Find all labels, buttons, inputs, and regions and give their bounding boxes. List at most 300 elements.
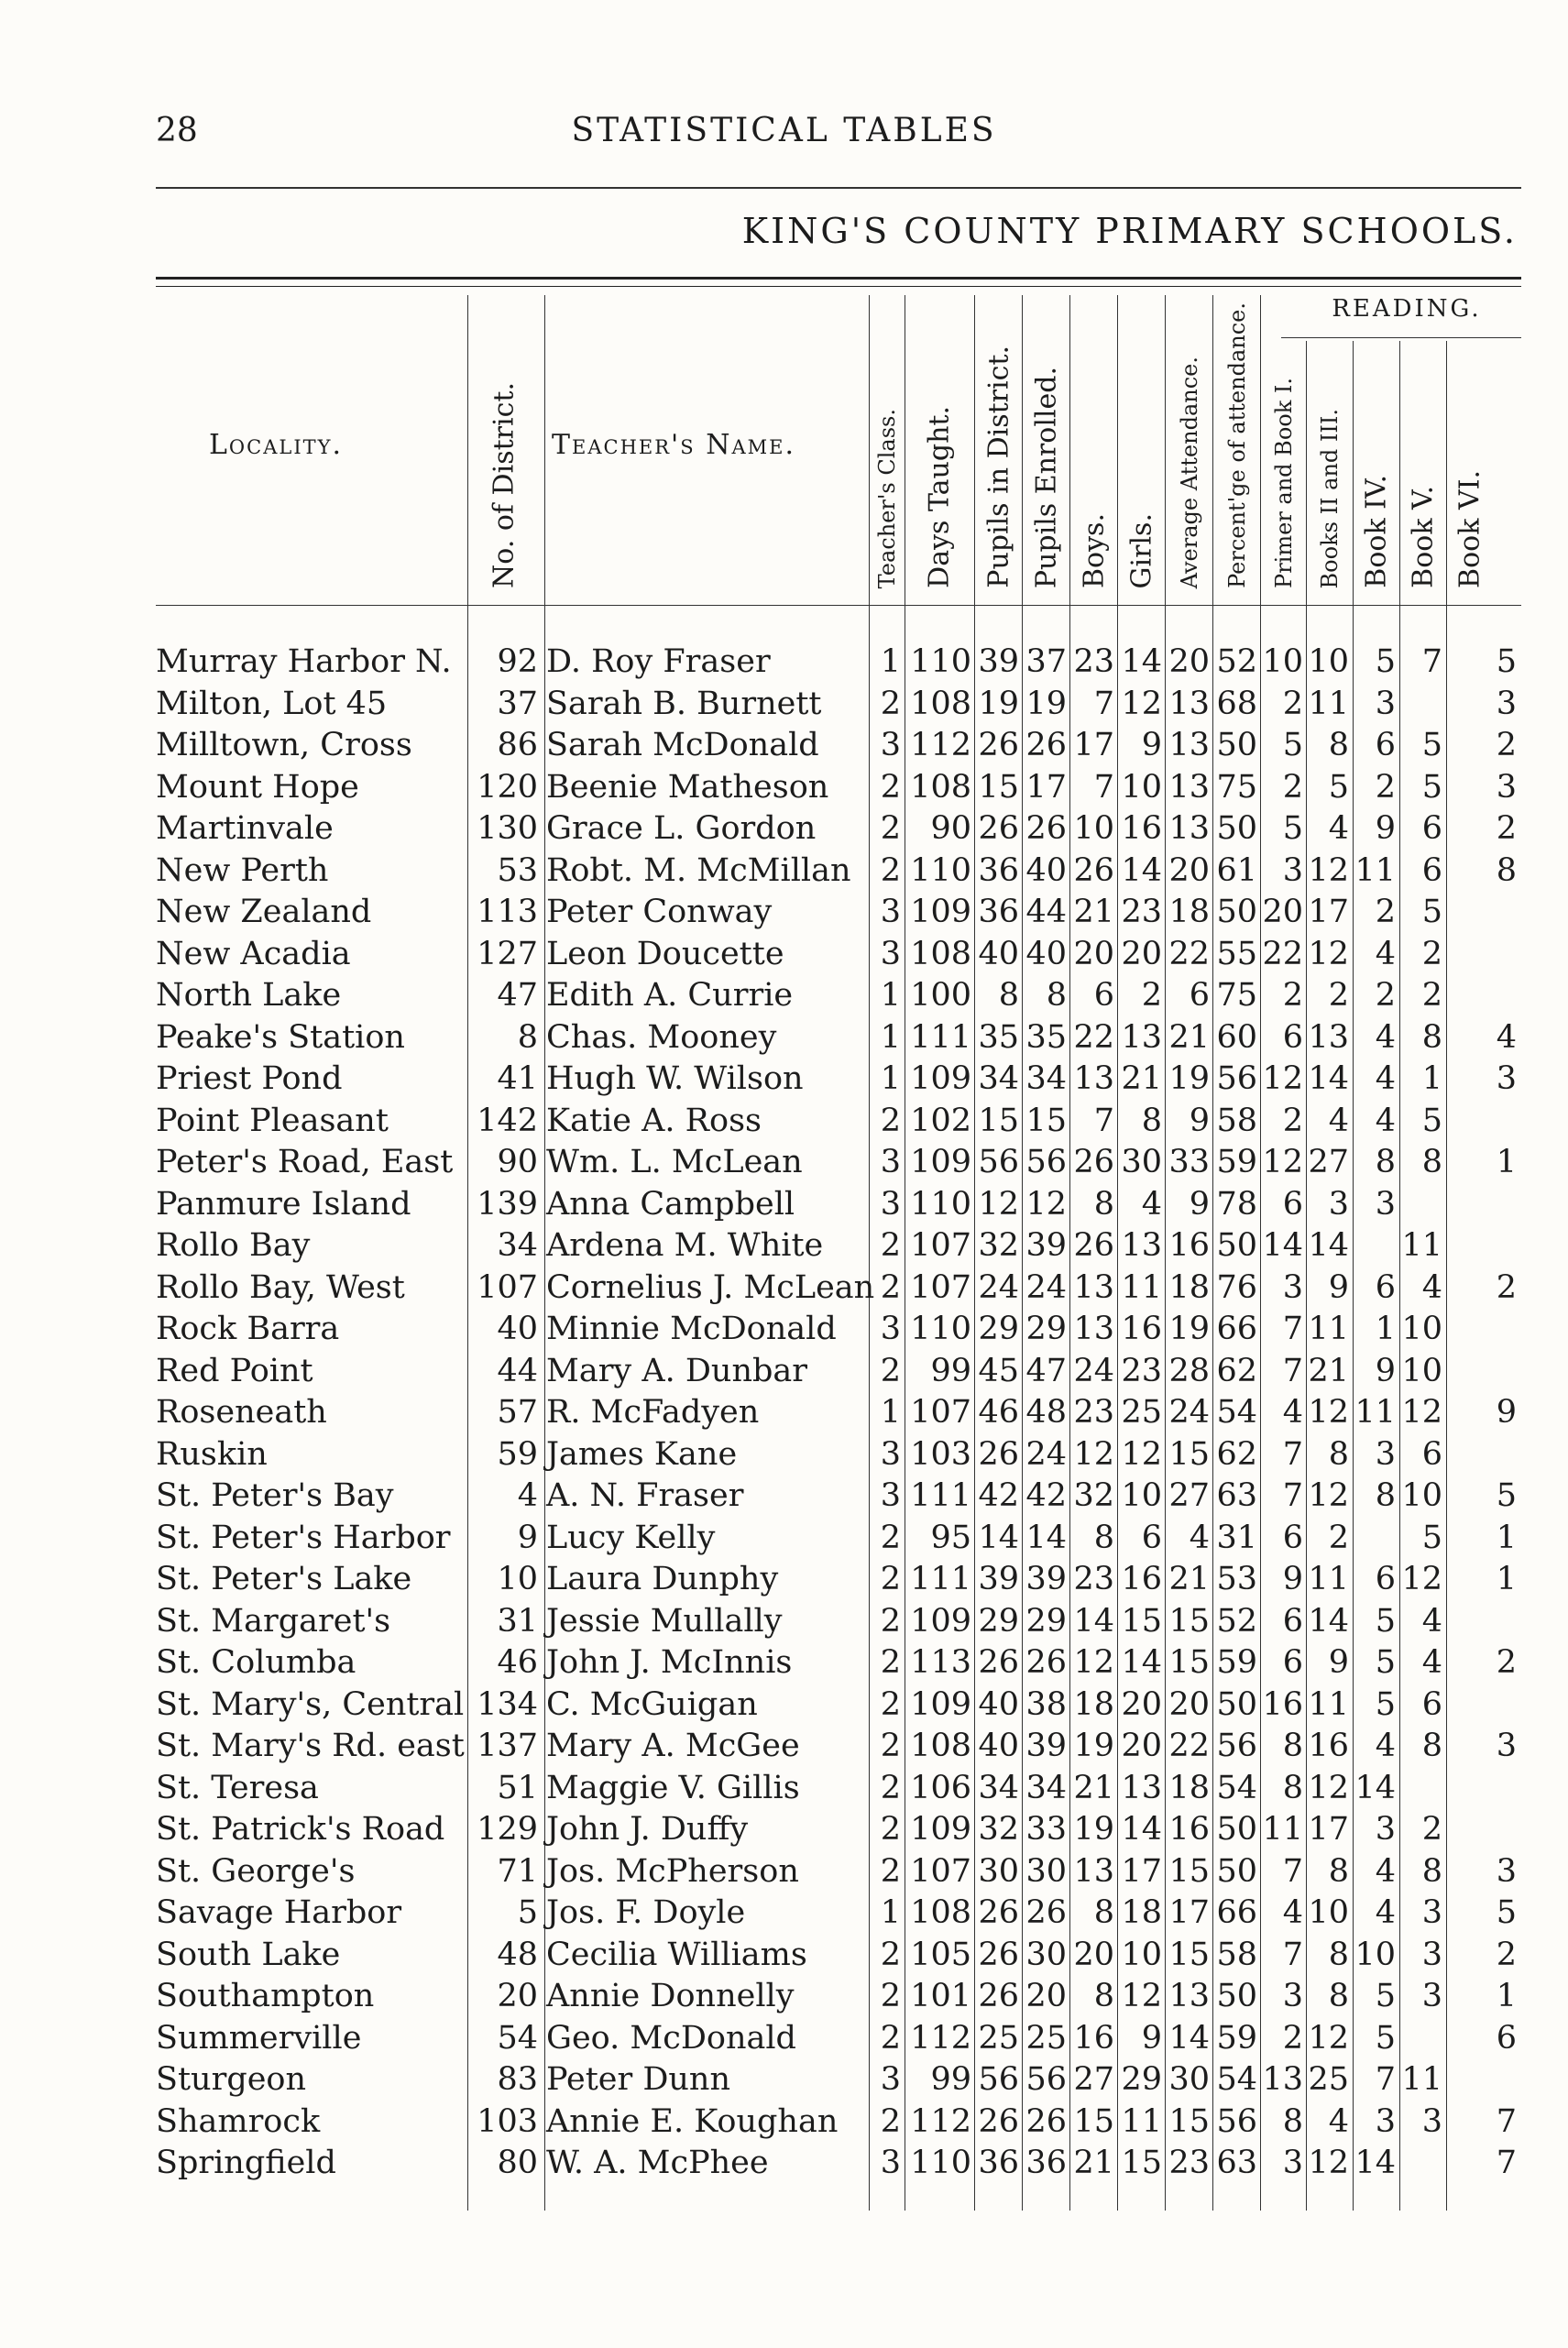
row-book4: 5 xyxy=(1375,1978,1396,2014)
row-avg: 14 xyxy=(1168,2019,1210,2057)
row-days: 107 xyxy=(910,1268,971,1306)
row-enrolled: 26 xyxy=(1025,727,1067,763)
row-book5: 2 xyxy=(1421,977,1442,1014)
header-reading: READING. xyxy=(1332,295,1482,323)
row-book5: 5 xyxy=(1421,727,1442,763)
row-pupils-district: 39 xyxy=(978,643,1019,680)
row-days: 111 xyxy=(910,1018,971,1056)
row-pct: 61 xyxy=(1216,851,1257,889)
row-girls: 16 xyxy=(1121,1561,1162,1597)
header-book1-cell xyxy=(1262,341,1306,598)
row-avg: 4 xyxy=(1189,1519,1210,1556)
row-book6: 2 xyxy=(1496,727,1517,763)
row-pupils-district: 15 xyxy=(978,768,1019,806)
row-book4: 6 xyxy=(1375,1268,1396,1306)
row-book5: 4 xyxy=(1421,1268,1442,1306)
row-class: 2 xyxy=(880,1227,901,1264)
row-class: 2 xyxy=(880,1602,901,1640)
row-pupils-district: 36 xyxy=(978,2145,1019,2181)
header-girls-cell xyxy=(1119,295,1165,598)
header-book5-cell xyxy=(1401,341,1445,598)
running-head: STATISTICAL TABLES xyxy=(571,112,997,149)
row-class: 2 xyxy=(880,1978,901,2014)
row-district: 127 xyxy=(477,935,538,972)
row-days: 103 xyxy=(910,1435,971,1473)
row-district: 90 xyxy=(497,1144,538,1180)
row-enrolled: 20 xyxy=(1025,1978,1067,2014)
row-book5: 3 xyxy=(1421,2102,1442,2140)
row-book4: 5 xyxy=(1375,1644,1396,1681)
row-teacher: Lucy Kelly xyxy=(546,1519,716,1556)
header-pupils-district: Pupils in District. xyxy=(982,346,1015,588)
row-book4: 14 xyxy=(1354,2145,1396,2181)
row-book6: 8 xyxy=(1496,851,1517,889)
row-pct: 59 xyxy=(1216,2019,1257,2057)
row-district: 129 xyxy=(477,1811,538,1848)
row-enrolled: 24 xyxy=(1025,1435,1067,1473)
row-pct: 50 xyxy=(1216,894,1257,930)
row-locality: Roseneath xyxy=(156,1394,327,1431)
row-days: 102 xyxy=(910,1102,971,1139)
row-book2: 17 xyxy=(1308,894,1349,930)
row-locality: North Lake xyxy=(156,977,342,1014)
row-book1: 6 xyxy=(1282,1519,1303,1556)
row-district: 34 xyxy=(497,1227,538,1264)
row-girls: 11 xyxy=(1121,2102,1162,2140)
row-book4: 6 xyxy=(1375,727,1396,763)
row-book2: 21 xyxy=(1308,1352,1349,1389)
row-district: 130 xyxy=(477,810,538,847)
row-avg: 16 xyxy=(1168,1811,1210,1848)
row-girls: 18 xyxy=(1121,1894,1162,1931)
row-boys: 27 xyxy=(1073,2061,1114,2098)
row-book1: 2 xyxy=(1282,977,1303,1014)
row-boys: 8 xyxy=(1093,1519,1114,1556)
row-avg: 15 xyxy=(1168,1936,1210,1973)
row-girls: 15 xyxy=(1121,2145,1162,2181)
table-row xyxy=(0,1434,1568,1476)
row-book5: 6 xyxy=(1421,851,1442,889)
row-girls: 16 xyxy=(1121,810,1162,847)
row-book2: 12 xyxy=(1308,1769,1349,1806)
table-row xyxy=(0,1476,1568,1518)
row-avg: 15 xyxy=(1168,2102,1210,2140)
row-days: 109 xyxy=(910,1685,971,1723)
row-enrolled: 34 xyxy=(1025,1769,1067,1806)
table-row xyxy=(0,1101,1568,1143)
row-boys: 19 xyxy=(1073,1811,1114,1848)
row-boys: 23 xyxy=(1073,643,1114,680)
header-rule xyxy=(156,187,1521,189)
row-book4: 2 xyxy=(1375,768,1396,806)
row-book4: 7 xyxy=(1375,2061,1396,2098)
row-book2: 25 xyxy=(1308,2061,1349,2098)
row-locality: New Zealand xyxy=(156,894,372,930)
row-locality: St. Patrick's Road xyxy=(156,1811,445,1848)
row-boys: 7 xyxy=(1093,685,1114,722)
row-days: 108 xyxy=(910,1894,971,1931)
row-boys: 26 xyxy=(1073,1144,1114,1180)
row-district: 46 xyxy=(497,1644,538,1681)
page-number: 28 xyxy=(156,112,198,149)
row-book1: 6 xyxy=(1282,1644,1303,1681)
header-pct: Percent'ge of attendance. xyxy=(1224,302,1250,588)
header-book2-cell xyxy=(1308,341,1352,598)
row-book5: 3 xyxy=(1421,1936,1442,1973)
row-enrolled: 56 xyxy=(1025,2061,1067,2098)
row-district: 103 xyxy=(477,2102,538,2140)
row-girls: 20 xyxy=(1121,1685,1162,1723)
row-book5: 10 xyxy=(1401,1352,1442,1389)
row-district: 92 xyxy=(497,643,538,680)
row-book2: 12 xyxy=(1308,2145,1349,2181)
row-book1: 7 xyxy=(1282,1477,1303,1514)
row-days: 113 xyxy=(910,1644,971,1681)
row-pct: 50 xyxy=(1216,810,1257,847)
row-days: 108 xyxy=(910,768,971,806)
row-enrolled: 37 xyxy=(1025,643,1067,680)
header-enrolled-cell xyxy=(1024,295,1069,598)
row-book4: 1 xyxy=(1375,1311,1396,1347)
row-avg: 22 xyxy=(1168,1728,1210,1764)
header-days: Days Taught. xyxy=(923,406,956,588)
row-book2: 3 xyxy=(1328,1185,1349,1223)
row-pct: 52 xyxy=(1216,1602,1257,1640)
row-book1: 8 xyxy=(1282,1769,1303,1806)
row-boys: 15 xyxy=(1073,2102,1114,2140)
row-pct: 60 xyxy=(1216,1018,1257,1056)
row-district: 40 xyxy=(497,1311,538,1347)
row-avg: 30 xyxy=(1168,2061,1210,2098)
row-book2: 10 xyxy=(1308,643,1349,680)
row-days: 90 xyxy=(930,810,971,847)
row-book2: 4 xyxy=(1328,1102,1349,1139)
row-class: 3 xyxy=(880,1185,901,1223)
row-district: 53 xyxy=(497,851,538,889)
row-book1: 3 xyxy=(1282,1268,1303,1306)
row-avg: 21 xyxy=(1168,1561,1210,1597)
row-book4: 4 xyxy=(1375,1018,1396,1056)
row-book5: 12 xyxy=(1401,1394,1442,1431)
table-row xyxy=(0,1059,1568,1101)
row-locality: St. Peter's Harbor xyxy=(156,1519,451,1556)
row-avg: 28 xyxy=(1168,1352,1210,1389)
row-book5: 8 xyxy=(1421,1852,1442,1890)
row-locality: St. Peter's Lake xyxy=(156,1561,412,1597)
row-book4: 4 xyxy=(1375,935,1396,972)
row-avg: 13 xyxy=(1168,1978,1210,2014)
row-book2: 11 xyxy=(1308,1311,1349,1347)
row-pupils-district: 40 xyxy=(978,1685,1019,1723)
row-book5: 7 xyxy=(1421,643,1442,680)
row-boys: 22 xyxy=(1073,1018,1114,1056)
row-district: 54 xyxy=(497,2019,538,2057)
row-book2: 12 xyxy=(1308,851,1349,889)
row-pupils-district: 32 xyxy=(978,1227,1019,1264)
row-district: 48 xyxy=(497,1936,538,1973)
row-enrolled: 56 xyxy=(1025,1144,1067,1180)
row-teacher: Jos. F. Doyle xyxy=(546,1894,746,1931)
row-avg: 6 xyxy=(1189,977,1210,1014)
row-book4: 14 xyxy=(1354,1769,1396,1806)
row-pupils-district: 40 xyxy=(978,935,1019,972)
row-pct: 56 xyxy=(1216,1728,1257,1764)
row-pupils-district: 40 xyxy=(978,1728,1019,1764)
row-pupils-district: 26 xyxy=(978,810,1019,847)
row-district: 113 xyxy=(477,894,538,930)
row-avg: 17 xyxy=(1168,1894,1210,1931)
row-boys: 17 xyxy=(1073,727,1114,763)
table-row xyxy=(0,892,1568,934)
header-class-cell xyxy=(871,295,904,598)
table-row xyxy=(0,1017,1568,1059)
row-enrolled: 39 xyxy=(1025,1227,1067,1264)
header-pct-cell xyxy=(1214,295,1260,598)
row-pct: 66 xyxy=(1216,1311,1257,1347)
row-pupils-district: 26 xyxy=(978,1435,1019,1473)
row-class: 2 xyxy=(880,1685,901,1723)
row-boys: 7 xyxy=(1093,768,1114,806)
row-book5: 3 xyxy=(1421,1978,1442,2014)
row-teacher: Wm. L. McLean xyxy=(546,1144,803,1180)
table-top-rule xyxy=(156,277,1521,280)
row-days: 101 xyxy=(910,1978,971,2014)
row-book4: 9 xyxy=(1375,810,1396,847)
row-days: 110 xyxy=(910,851,971,889)
row-teacher: Cecilia Williams xyxy=(546,1936,807,1973)
row-locality: New Perth xyxy=(156,851,329,889)
row-book5: 6 xyxy=(1421,1435,1442,1473)
row-days: 112 xyxy=(910,2019,971,2057)
row-locality: St. Columba xyxy=(156,1644,356,1681)
row-pupils-district: 42 xyxy=(978,1477,1019,1514)
row-avg: 16 xyxy=(1168,1227,1210,1264)
row-class: 2 xyxy=(880,810,901,847)
row-boys: 20 xyxy=(1073,935,1114,972)
row-district: 142 xyxy=(477,1102,538,1139)
reading-rule xyxy=(1281,337,1521,338)
row-avg: 13 xyxy=(1168,727,1210,763)
row-girls: 14 xyxy=(1121,1644,1162,1681)
row-days: 112 xyxy=(910,727,971,763)
row-district: 37 xyxy=(497,685,538,722)
row-girls: 17 xyxy=(1121,1852,1162,1890)
row-district: 139 xyxy=(477,1185,538,1223)
row-pct: 62 xyxy=(1216,1352,1257,1389)
row-book4: 8 xyxy=(1375,1477,1396,1514)
row-book6: 7 xyxy=(1496,2145,1517,2181)
table-row xyxy=(0,1518,1568,1560)
row-girls: 4 xyxy=(1141,1185,1162,1223)
row-teacher: Ardena M. White xyxy=(546,1227,824,1264)
row-teacher: A. N. Fraser xyxy=(546,1477,744,1514)
row-book1: 12 xyxy=(1262,1144,1303,1180)
row-book5: 5 xyxy=(1421,768,1442,806)
row-locality: Shamrock xyxy=(156,2102,321,2140)
row-avg: 9 xyxy=(1189,1102,1210,1139)
row-class: 2 xyxy=(880,1561,901,1597)
row-boys: 26 xyxy=(1073,851,1114,889)
row-class: 2 xyxy=(880,685,901,722)
row-district: 9 xyxy=(517,1519,538,1556)
row-book4: 8 xyxy=(1375,1144,1396,1180)
row-book6: 3 xyxy=(1496,1060,1517,1097)
row-pupils-district: 45 xyxy=(978,1352,1019,1389)
row-district: 83 xyxy=(497,2061,538,2098)
row-girls: 12 xyxy=(1121,1978,1162,2014)
row-girls: 11 xyxy=(1121,1268,1162,1306)
row-boys: 18 xyxy=(1073,1685,1114,1723)
row-pct: 63 xyxy=(1216,2145,1257,2181)
row-book5: 2 xyxy=(1421,935,1442,972)
table-title: KING'S COUNTY PRIMARY SCHOOLS. xyxy=(741,211,1518,251)
row-book5: 3 xyxy=(1421,1894,1442,1931)
row-pupils-district: 56 xyxy=(978,2061,1019,2098)
row-book1: 16 xyxy=(1262,1685,1303,1723)
row-book1: 3 xyxy=(1282,2145,1303,2181)
row-teacher: Peter Dunn xyxy=(546,2061,731,2098)
row-girls: 13 xyxy=(1121,1018,1162,1056)
row-pct: 55 xyxy=(1216,935,1257,972)
row-pct: 50 xyxy=(1216,1852,1257,1890)
row-book1: 6 xyxy=(1282,1602,1303,1640)
row-locality: Murray Harbor N. xyxy=(156,643,452,680)
row-enrolled: 35 xyxy=(1025,1018,1067,1056)
row-pupils-district: 26 xyxy=(978,1978,1019,2014)
row-book1: 7 xyxy=(1282,1435,1303,1473)
row-book4: 11 xyxy=(1354,1394,1396,1431)
row-locality: Martinvale xyxy=(156,810,334,847)
row-district: 134 xyxy=(477,1685,538,1723)
row-avg: 19 xyxy=(1168,1060,1210,1097)
row-days: 107 xyxy=(910,1227,971,1264)
row-teacher: Grace L. Gordon xyxy=(546,810,817,847)
row-district: 5 xyxy=(517,1894,538,1931)
row-book6: 5 xyxy=(1496,1894,1517,1931)
header-days-cell xyxy=(905,295,973,598)
row-book4: 10 xyxy=(1354,1936,1396,1973)
row-book1: 8 xyxy=(1282,2102,1303,2140)
row-book2: 8 xyxy=(1328,727,1349,763)
row-days: 110 xyxy=(910,2145,971,2181)
row-book2: 4 xyxy=(1328,810,1349,847)
row-girls: 29 xyxy=(1121,2061,1162,2098)
row-class: 2 xyxy=(880,2019,901,2057)
row-book4: 4 xyxy=(1375,1060,1396,1097)
row-book5: 6 xyxy=(1421,1685,1442,1723)
header-book2: Books II and III. xyxy=(1317,408,1343,588)
row-avg: 19 xyxy=(1168,1311,1210,1347)
row-teacher: Edith A. Currie xyxy=(546,977,794,1014)
row-girls: 9 xyxy=(1141,727,1162,763)
row-book4: 6 xyxy=(1375,1561,1396,1597)
header-book6: Book VI. xyxy=(1453,470,1486,588)
row-pupils-district: 29 xyxy=(978,1311,1019,1347)
row-book6: 1 xyxy=(1496,1144,1517,1180)
header-bottom-rule xyxy=(156,605,1521,606)
row-book2: 11 xyxy=(1308,685,1349,722)
row-girls: 13 xyxy=(1121,1227,1162,1264)
row-book1: 9 xyxy=(1282,1561,1303,1597)
row-book2: 12 xyxy=(1308,1394,1349,1431)
row-boys: 21 xyxy=(1073,2145,1114,2181)
table-row xyxy=(0,1351,1568,1393)
row-book4: 2 xyxy=(1375,977,1396,1014)
row-days: 108 xyxy=(910,685,971,722)
row-girls: 23 xyxy=(1121,894,1162,930)
row-boys: 23 xyxy=(1073,1561,1114,1597)
row-book1: 3 xyxy=(1282,851,1303,889)
row-teacher: Leon Doucette xyxy=(546,935,784,972)
row-book6: 2 xyxy=(1496,1644,1517,1681)
table-row xyxy=(0,1851,1568,1893)
row-girls: 20 xyxy=(1121,935,1162,972)
row-avg: 13 xyxy=(1168,768,1210,806)
row-class: 3 xyxy=(880,1311,901,1347)
header-locality: Locality. xyxy=(209,429,344,461)
row-pct: 54 xyxy=(1216,2061,1257,2098)
row-class: 2 xyxy=(880,851,901,889)
row-book2: 14 xyxy=(1308,1602,1349,1640)
header-class: Teacher's Class. xyxy=(874,408,900,588)
row-book2: 8 xyxy=(1328,1978,1349,2014)
row-boys: 13 xyxy=(1073,1852,1114,1890)
row-enrolled: 36 xyxy=(1025,2145,1067,2181)
row-girls: 23 xyxy=(1121,1352,1162,1389)
table-row xyxy=(0,2143,1568,2185)
table-row xyxy=(0,2018,1568,2060)
row-enrolled: 34 xyxy=(1025,1060,1067,1097)
row-pupils-district: 39 xyxy=(978,1561,1019,1597)
row-locality: St. Margaret's xyxy=(156,1602,391,1640)
row-days: 108 xyxy=(910,1728,971,1764)
row-class: 3 xyxy=(880,894,901,930)
row-book2: 17 xyxy=(1308,1811,1349,1848)
row-enrolled: 33 xyxy=(1025,1811,1067,1848)
row-girls: 2 xyxy=(1141,977,1162,1014)
row-pupils-district: 14 xyxy=(978,1519,1019,1556)
row-avg: 15 xyxy=(1168,1644,1210,1681)
row-book2: 9 xyxy=(1328,1644,1349,1681)
row-book1: 14 xyxy=(1262,1227,1303,1264)
row-class: 3 xyxy=(880,2145,901,2181)
row-book6: 4 xyxy=(1496,1018,1517,1056)
row-class: 2 xyxy=(880,1728,901,1764)
row-locality: Priest Pond xyxy=(156,1060,343,1097)
row-book2: 13 xyxy=(1308,1018,1349,1056)
row-boys: 13 xyxy=(1073,1311,1114,1347)
row-locality: Milltown, Cross xyxy=(156,727,412,763)
row-pct: 59 xyxy=(1216,1144,1257,1180)
header-teacher: Teacher's Name. xyxy=(552,429,795,461)
row-girls: 16 xyxy=(1121,1311,1162,1347)
row-boys: 23 xyxy=(1073,1394,1114,1431)
row-book6: 1 xyxy=(1496,1561,1517,1597)
table-top-rule-thin xyxy=(156,286,1521,287)
row-enrolled: 24 xyxy=(1025,1268,1067,1306)
row-book2: 27 xyxy=(1308,1144,1349,1180)
row-book1: 4 xyxy=(1282,1894,1303,1931)
row-locality: Peake's Station xyxy=(156,1018,405,1056)
table-row xyxy=(0,934,1568,976)
row-girls: 13 xyxy=(1121,1769,1162,1806)
row-pupils-district: 56 xyxy=(978,1144,1019,1180)
row-book2: 2 xyxy=(1328,1519,1349,1556)
row-pupils-district: 34 xyxy=(978,1769,1019,1806)
row-pct: 66 xyxy=(1216,1894,1257,1931)
row-book6: 5 xyxy=(1496,1477,1517,1514)
header-avg: Average Attendance. xyxy=(1177,356,1202,588)
